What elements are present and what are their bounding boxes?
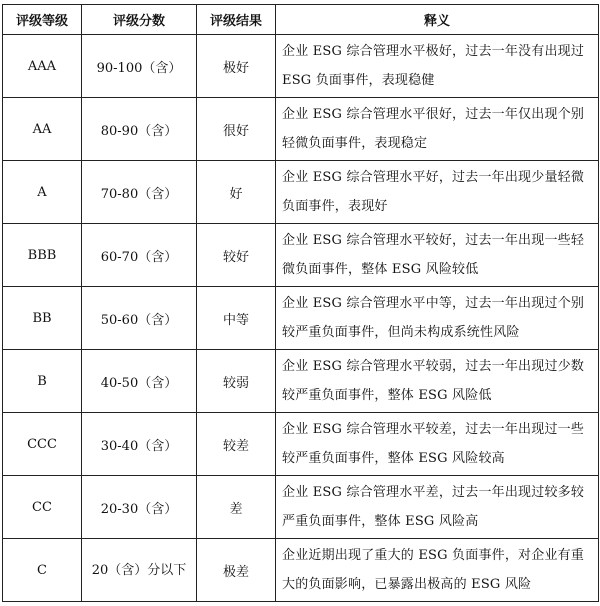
result-cell: 较好 <box>197 224 276 287</box>
score-cell: 30-40（含） <box>82 413 197 476</box>
description-cell: 企业 ESG 综合管理水平较弱，过去一年出现过少数较严重负面事件，整体 ESG 风险低 <box>276 350 599 413</box>
result-cell: 较差 <box>197 413 276 476</box>
description-cell: 企业 ESG 综合管理水平差，过去一年出现过较多较严重负面事件，整体 ESG 风险高 <box>276 476 599 539</box>
grade-cell: BBB <box>3 224 82 287</box>
description-cell: 企业近期出现了重大的 ESG 负面事件，对企业有重大的负面影响，已暴露出极高的 ESG 风险 <box>276 539 599 602</box>
score-cell: 60-70（含） <box>82 224 197 287</box>
header-grade: 评级等级 <box>3 5 82 35</box>
description-cell: 企业 ESG 综合管理水平好，过去一年出现少量轻微负面事件，表现好 <box>276 161 599 224</box>
header-description: 释义 <box>276 5 599 35</box>
result-cell: 很好 <box>197 98 276 161</box>
description-cell: 企业 ESG 综合管理水平较好，过去一年出现一些轻微负面事件，整体 ESG 风险较低 <box>276 224 599 287</box>
score-cell: 80-90（含） <box>82 98 197 161</box>
score-cell: 40-50（含） <box>82 350 197 413</box>
score-cell: 70-80（含） <box>82 161 197 224</box>
description-cell: 企业 ESG 综合管理水平较差，过去一年出现过一些较严重负面事件，整体 ESG 风险较高 <box>276 413 599 476</box>
header-result: 评级结果 <box>197 5 276 35</box>
table-row <box>3 35 599 98</box>
result-cell: 差 <box>197 476 276 539</box>
score-cell: 90-100（含） <box>82 35 197 98</box>
table-row <box>3 161 599 224</box>
grade-cell: CCC <box>3 413 82 476</box>
result-cell: 极差 <box>197 539 276 602</box>
header-row <box>3 5 599 35</box>
grade-cell: BB <box>3 287 82 350</box>
grade-cell: AA <box>3 98 82 161</box>
description-cell: 企业 ESG 综合管理水平很好，过去一年仅出现个别轻微负面事件，表现稳定 <box>276 98 599 161</box>
table-row <box>3 98 599 161</box>
header-score: 评级分数 <box>82 5 197 35</box>
grade-cell: A <box>3 161 82 224</box>
description-cell: 企业 ESG 综合管理水平极好，过去一年没有出现过 ESG 负面事件，表现稳健 <box>276 35 599 98</box>
grade-cell: CC <box>3 476 82 539</box>
table-row <box>3 287 599 350</box>
table-row <box>3 224 599 287</box>
table-row <box>3 539 599 602</box>
score-cell: 50-60（含） <box>82 287 197 350</box>
description-cell: 企业 ESG 综合管理水平中等，过去一年出现过个别较严重负面事件，但尚未构成系统性风险 <box>276 287 599 350</box>
score-cell: 20（含）分以下 <box>82 539 197 602</box>
grade-cell: AAA <box>3 35 82 98</box>
result-cell: 中等 <box>197 287 276 350</box>
result-cell: 较弱 <box>197 350 276 413</box>
table-row <box>3 413 599 476</box>
grade-cell: C <box>3 539 82 602</box>
score-cell: 20-30（含） <box>82 476 197 539</box>
table-row <box>3 350 599 413</box>
table-row <box>3 476 599 539</box>
result-cell: 极好 <box>197 35 276 98</box>
result-cell: 好 <box>197 161 276 224</box>
esg-rating-table <box>2 4 599 602</box>
grade-cell: B <box>3 350 82 413</box>
